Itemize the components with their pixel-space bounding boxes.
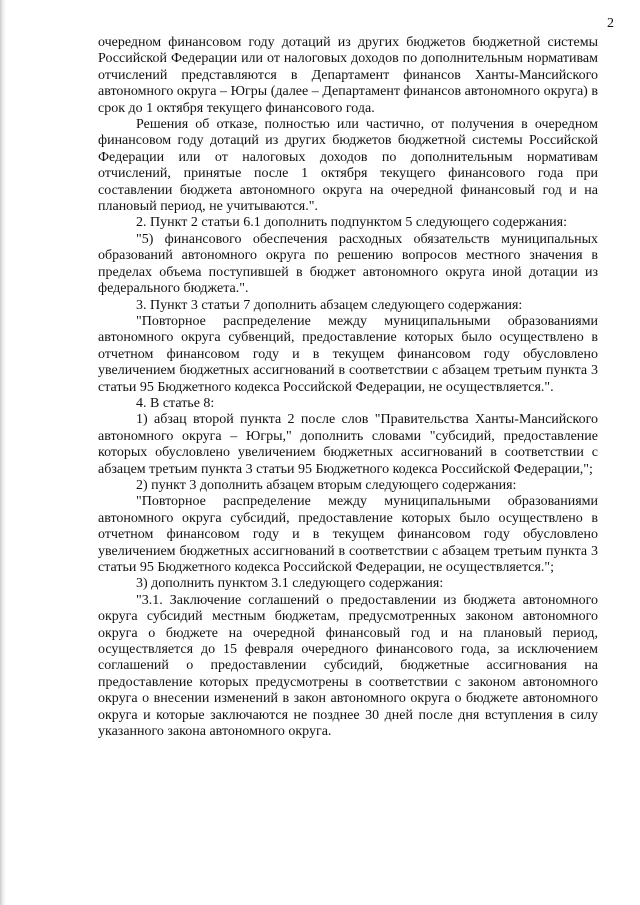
paragraph-2: Решения об отказе, полностью или частично, от получения в очередном финансовом году дотаций из других бюджетов бюджетной системы Российской Федерации или от налоговых доходов по дополнительным нормативам отчислений, принятые после 1 октября текущего финансового года при составлении бюджета автономного округа на очередной финансовый год и на плановый период, не учитываются.". — [98, 117, 598, 215]
paragraph-4: "5) финансового обеспечения расходных обязательств муниципальных образований автономного округа по решению вопросов местного значения в пределах объема поступившей в бюджет автономного округа иной дотации из федерального бюджета.". — [98, 231, 598, 297]
paragraph-10: "Повторное распределение между муниципальными образованиями автономного округа субсидий, предоставление которых было осуществлено в отчетном финансовом году и в текущем финансовом году обусловлено увеличением бюджетных ассигнований в соответствии с абзацем третьим пункта 3 статьи 95 Бюджетного кодекса Российской Федерации, не осуществляется."; — [98, 494, 598, 575]
paragraph-12: "3.1. Заключение соглашений о предоставлении из бюджета автономного округа субсидий местным бюджетам, предусмотренных законом автономного округа о бюджете на очередной финансовый год и на плановый период, осуществляется до 15 февраля очередного финансового года, за исключением соглашений о предоставлении субсидий, бюджетные ассигнования на предоставление которых предусмотрены в соответствии с законом автономного округа о внесении изменений в закон автономного округа о бюджете автономного округа и которые заключаются не позднее 30 дней после дня вступления в силу указанного закона автономного округа. — [98, 592, 598, 740]
document-body — [98, 35, 598, 740]
paragraph-11: 3) дополнить пунктом 3.1 следующего содержания: — [136, 576, 444, 592]
page-number: 2 — [607, 16, 614, 31]
paragraph-9: 2) пункт 3 дополнить абзацем вторым следующего содержания: — [136, 477, 517, 493]
paragraph-5: 3. Пункт 3 статьи 7 дополнить абзацем следующего содержания: — [136, 297, 523, 313]
paragraph-1: очередном финансовом году дотаций из других бюджетов бюджетной системы Российской Федерации или от налоговых доходов по дополнительным нормативам отчислений представляются в Департамент финансов Ханты-Мансийского автономного округа – Югры (далее – Департамент финансов автономного округа) в срок до 1 октября текущего финансового года. — [98, 35, 598, 116]
paragraph-3: 2. Пункт 2 статьи 6.1 дополнить подпунктом 5 следующего содержания: — [136, 215, 567, 231]
paragraph-6: "Повторное распределение между муниципальными образованиями автономного округа субвенций, предоставление которых было осуществлено в отчетном финансовом году и в текущем финансовом году обусловлено увеличением бюджетных ассигнований в соответствии с абзацем третьим пункта 3 статьи 95 Бюджетного кодекса Российской Федерации, не осуществляется.". — [98, 313, 598, 395]
paragraph-8: 1) абзац второй пункта 2 после слов "Правительства Ханты-Мансийского автономного округа – Югры," дополнить словами "субсидий, предоставление которых обусловлено увеличением бюджетных ассигнований в соответствии с абзацем третьим пункта 3 статьи 95 Бюджетного кодекса Российской Федерации,"; — [98, 412, 598, 477]
scan-edge — [0, 0, 6, 905]
paragraph-7: 4. В статье 8: — [136, 395, 215, 411]
